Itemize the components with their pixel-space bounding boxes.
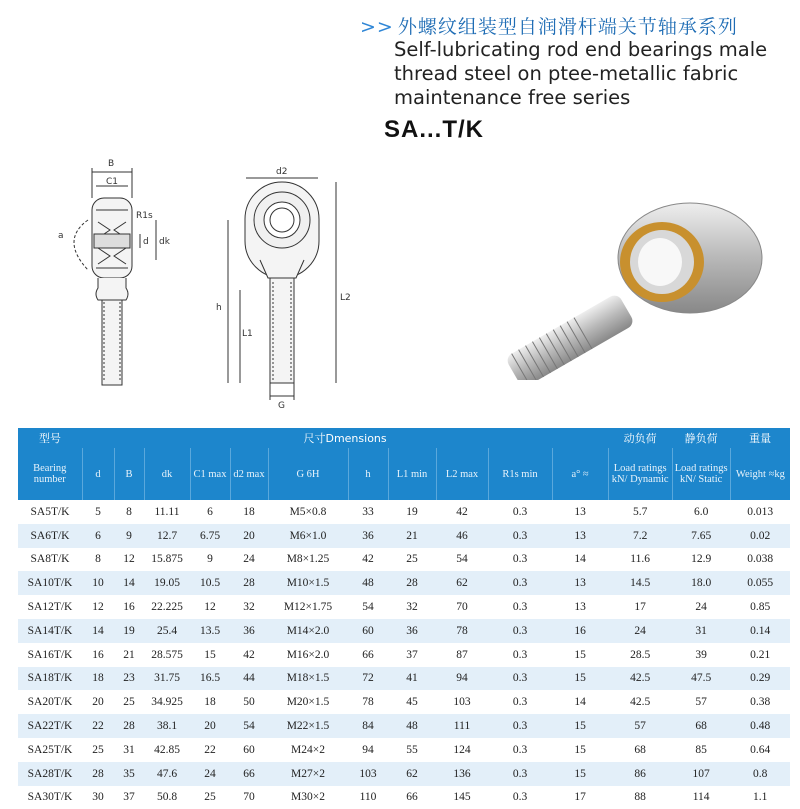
header-weight-cn: 重量 bbox=[730, 428, 790, 448]
table-cell: 11.11 bbox=[144, 500, 190, 524]
table-cell: 14 bbox=[114, 571, 144, 595]
table-cell: 31 bbox=[672, 619, 730, 643]
table-cell: 19 bbox=[388, 500, 436, 524]
table-cell: 42 bbox=[436, 500, 488, 524]
table-cell: 32 bbox=[388, 595, 436, 619]
table-cell: 60 bbox=[230, 738, 268, 762]
table-cell: 107 bbox=[672, 762, 730, 786]
table-cell: M18×1.5 bbox=[268, 667, 348, 691]
table-cell: M22×1.5 bbox=[268, 714, 348, 738]
table-cell: M14×2.0 bbox=[268, 619, 348, 643]
title-chinese-text: 外螺纹组装型自润滑杆端关节轴承系列 bbox=[397, 16, 738, 38]
table-cell: 114 bbox=[672, 786, 730, 809]
table-cell: 36 bbox=[230, 619, 268, 643]
table-row bbox=[18, 571, 790, 595]
table-cell: 30 bbox=[82, 786, 114, 809]
table-cell: 15 bbox=[552, 762, 608, 786]
table-cell: 0.48 bbox=[730, 714, 790, 738]
table-cell: 6 bbox=[82, 524, 114, 548]
table-cell: 18 bbox=[190, 690, 230, 714]
table-cell: 15 bbox=[190, 643, 230, 667]
table-cell: 48 bbox=[388, 714, 436, 738]
table-cell: 0.3 bbox=[488, 595, 552, 619]
table-cell: 12 bbox=[82, 595, 114, 619]
table-cell: 25.4 bbox=[144, 619, 190, 643]
table-cell: 24 bbox=[230, 548, 268, 572]
table-cell: 0.3 bbox=[488, 619, 552, 643]
table-cell: 14.5 bbox=[608, 571, 672, 595]
header-model-cn: 型号 bbox=[18, 428, 82, 448]
column-header: B bbox=[114, 448, 144, 500]
table-cell: 0.3 bbox=[488, 714, 552, 738]
table-cell: 37 bbox=[114, 786, 144, 809]
table-cell: 103 bbox=[436, 690, 488, 714]
table-cell: 19.05 bbox=[144, 571, 190, 595]
bearing-number-cell: SA28T/K bbox=[18, 762, 82, 786]
table-cell: 6 bbox=[190, 500, 230, 524]
table-cell: 47.6 bbox=[144, 762, 190, 786]
table-cell: 11.6 bbox=[608, 548, 672, 572]
table-cell: 18 bbox=[230, 500, 268, 524]
column-header: dk bbox=[144, 448, 190, 500]
table-cell: M5×0.8 bbox=[268, 500, 348, 524]
bearing-number-cell: SA5T/K bbox=[18, 500, 82, 524]
table-cell: 21 bbox=[388, 524, 436, 548]
table-cell: 23 bbox=[114, 667, 144, 691]
table-cell: 7.65 bbox=[672, 524, 730, 548]
table-cell: 45 bbox=[388, 690, 436, 714]
table-cell: 44 bbox=[230, 667, 268, 691]
column-header: R1s min bbox=[488, 448, 552, 500]
table-cell: 15 bbox=[552, 643, 608, 667]
double-chevron-icon: >> bbox=[360, 16, 394, 38]
table-cell: 28.575 bbox=[144, 643, 190, 667]
bearing-number-cell: SA30T/K bbox=[18, 786, 82, 809]
table-cell: 50 bbox=[230, 690, 268, 714]
table-cell: 7.2 bbox=[608, 524, 672, 548]
table-cell: 0.64 bbox=[730, 738, 790, 762]
table-cell: 25 bbox=[388, 548, 436, 572]
table-cell: 54 bbox=[348, 595, 388, 619]
table-cell: 46 bbox=[436, 524, 488, 548]
bearing-number-cell: SA25T/K bbox=[18, 738, 82, 762]
column-header: G 6H bbox=[268, 448, 348, 500]
table-cell: 15 bbox=[552, 667, 608, 691]
table-cell: 1.1 bbox=[730, 786, 790, 809]
table-cell: 0.3 bbox=[488, 643, 552, 667]
table-cell: 22 bbox=[190, 738, 230, 762]
title-chinese bbox=[360, 12, 738, 39]
table-cell: 18 bbox=[82, 667, 114, 691]
label-R1s: R1s bbox=[136, 211, 153, 221]
bearing-number-cell: SA12T/K bbox=[18, 595, 82, 619]
table-cell: 15 bbox=[552, 714, 608, 738]
column-header: L1 min bbox=[388, 448, 436, 500]
table-cell: M20×1.5 bbox=[268, 690, 348, 714]
column-header: Bearing number bbox=[18, 448, 82, 500]
table-cell: 124 bbox=[436, 738, 488, 762]
table-cell: 13 bbox=[552, 524, 608, 548]
column-header: d2 max bbox=[230, 448, 268, 500]
table-cell: 78 bbox=[436, 619, 488, 643]
table-cell: 13 bbox=[552, 595, 608, 619]
column-header: C1 max bbox=[190, 448, 230, 500]
table-cell: 0.3 bbox=[488, 500, 552, 524]
table-cell: 18.0 bbox=[672, 571, 730, 595]
table-cell: 111 bbox=[436, 714, 488, 738]
table-cell: 12.9 bbox=[672, 548, 730, 572]
table-cell: 10.5 bbox=[190, 571, 230, 595]
table-cell: 13.5 bbox=[190, 619, 230, 643]
table-cell: 145 bbox=[436, 786, 488, 809]
front-view-shank bbox=[270, 278, 294, 383]
label-G: G bbox=[278, 401, 285, 410]
table-cell: 85 bbox=[672, 738, 730, 762]
table-cell: 38.1 bbox=[144, 714, 190, 738]
table-cell: 0.02 bbox=[730, 524, 790, 548]
table-cell: 15 bbox=[552, 738, 608, 762]
table-cell: 50.8 bbox=[144, 786, 190, 809]
label-C1: C1 bbox=[106, 177, 119, 187]
table-cell: 94 bbox=[348, 738, 388, 762]
table-cell: M30×2 bbox=[268, 786, 348, 809]
table-row bbox=[18, 690, 790, 714]
specification-table bbox=[18, 428, 790, 809]
label-B: B bbox=[108, 159, 115, 169]
table-cell: 20 bbox=[230, 524, 268, 548]
bearing-number-cell: SA6T/K bbox=[18, 524, 82, 548]
bearing-number-cell: SA16T/K bbox=[18, 643, 82, 667]
table-cell: 22.225 bbox=[144, 595, 190, 619]
table-body bbox=[18, 500, 790, 809]
table-row bbox=[18, 643, 790, 667]
table-cell: 110 bbox=[348, 786, 388, 809]
table-cell: 60 bbox=[348, 619, 388, 643]
table-cell: 16.5 bbox=[190, 667, 230, 691]
table-cell: 70 bbox=[436, 595, 488, 619]
bearing-number-cell: SA22T/K bbox=[18, 714, 82, 738]
table-cell: 16 bbox=[552, 619, 608, 643]
table-cell: 0.8 bbox=[730, 762, 790, 786]
label-L2: L2 bbox=[340, 293, 351, 303]
table-cell: 8 bbox=[114, 500, 144, 524]
table-cell: 6.0 bbox=[672, 500, 730, 524]
label-L1: L1 bbox=[242, 329, 253, 339]
table-cell: 31.75 bbox=[144, 667, 190, 691]
table-cell: 57 bbox=[608, 714, 672, 738]
label-d2: d2 bbox=[276, 167, 288, 177]
table-cell: 13 bbox=[552, 571, 608, 595]
table-cell: 28 bbox=[114, 714, 144, 738]
table-cell: 13 bbox=[552, 500, 608, 524]
table-column-header bbox=[18, 448, 790, 500]
table-cell: M10×1.5 bbox=[268, 571, 348, 595]
column-header: Load ratings kN/ Static bbox=[672, 448, 730, 500]
table-cell: 0.3 bbox=[488, 786, 552, 809]
table-cell: M16×2.0 bbox=[268, 643, 348, 667]
table-cell: 0.85 bbox=[730, 595, 790, 619]
table-row bbox=[18, 762, 790, 786]
table-row bbox=[18, 548, 790, 572]
column-header: h bbox=[348, 448, 388, 500]
table-cell: 24 bbox=[672, 595, 730, 619]
column-header: Weight ≈kg bbox=[730, 448, 790, 500]
table-cell: 0.3 bbox=[488, 738, 552, 762]
table-cell: 0.14 bbox=[730, 619, 790, 643]
table-cell: 42.5 bbox=[608, 667, 672, 691]
table-cell: 62 bbox=[436, 571, 488, 595]
table-cell: 37 bbox=[388, 643, 436, 667]
table-cell: 12.7 bbox=[144, 524, 190, 548]
table-cell: 5.7 bbox=[608, 500, 672, 524]
table-cell: 21 bbox=[114, 643, 144, 667]
table-cell: 16 bbox=[82, 643, 114, 667]
table-cell: 36 bbox=[348, 524, 388, 548]
table-cell: 33 bbox=[348, 500, 388, 524]
table-cell: 28 bbox=[230, 571, 268, 595]
table-cell: 24 bbox=[608, 619, 672, 643]
product-photo bbox=[490, 200, 780, 380]
table-cell: 14 bbox=[552, 548, 608, 572]
table-cell: M12×1.75 bbox=[268, 595, 348, 619]
table-row bbox=[18, 714, 790, 738]
table-cell: 14 bbox=[82, 619, 114, 643]
table-cell: 16 bbox=[114, 595, 144, 619]
header-dimensions: 尺寸Dmensions bbox=[82, 428, 608, 448]
table-cell: 25 bbox=[190, 786, 230, 809]
table-cell: 0.29 bbox=[730, 667, 790, 691]
table-cell: 0.038 bbox=[730, 548, 790, 572]
table-cell: 14 bbox=[552, 690, 608, 714]
table-row bbox=[18, 619, 790, 643]
table-cell: M24×2 bbox=[268, 738, 348, 762]
table-cell: 0.3 bbox=[488, 548, 552, 572]
column-header: a° ≈ bbox=[552, 448, 608, 500]
table-cell: 17 bbox=[608, 595, 672, 619]
bearing-number-cell: SA14T/K bbox=[18, 619, 82, 643]
table-cell: 68 bbox=[672, 714, 730, 738]
table-cell: 9 bbox=[114, 524, 144, 548]
table-row bbox=[18, 500, 790, 524]
table-cell: 20 bbox=[82, 690, 114, 714]
table-cell: 0.3 bbox=[488, 667, 552, 691]
series-code: SA...T/K bbox=[384, 116, 485, 143]
table-cell: 136 bbox=[436, 762, 488, 786]
label-h: h bbox=[216, 303, 222, 313]
bearing-number-cell: SA20T/K bbox=[18, 690, 82, 714]
table-cell: 35 bbox=[114, 762, 144, 786]
title-english: Self-lubricating rod end bearings male thread steel on ptee-metallic fabric maintenance free series bbox=[394, 38, 768, 109]
table-cell: 0.21 bbox=[730, 643, 790, 667]
table-cell: 25 bbox=[82, 738, 114, 762]
table-cell: 48 bbox=[348, 571, 388, 595]
table-cell: 55 bbox=[388, 738, 436, 762]
table-cell: 0.3 bbox=[488, 762, 552, 786]
table-cell: 19 bbox=[114, 619, 144, 643]
label-dk: dk bbox=[159, 237, 170, 247]
bearing-number-cell: SA8T/K bbox=[18, 548, 82, 572]
table-cell: 0.38 bbox=[730, 690, 790, 714]
table-cell: 15.875 bbox=[144, 548, 190, 572]
column-header: Load ratings kN/ Dynamic bbox=[608, 448, 672, 500]
table-cell: 6.75 bbox=[190, 524, 230, 548]
table-cell: 12 bbox=[114, 548, 144, 572]
table-cell: 62 bbox=[388, 762, 436, 786]
column-header: d bbox=[82, 448, 114, 500]
table-cell: 0.055 bbox=[730, 571, 790, 595]
table-cell: 39 bbox=[672, 643, 730, 667]
table-cell: 22 bbox=[82, 714, 114, 738]
table-cell: 72 bbox=[348, 667, 388, 691]
table-cell: 20 bbox=[190, 714, 230, 738]
table-row bbox=[18, 595, 790, 619]
table-cell: 42.85 bbox=[144, 738, 190, 762]
technical-drawing bbox=[40, 150, 370, 410]
table-cell: 28.5 bbox=[608, 643, 672, 667]
label-d: d bbox=[143, 237, 149, 247]
table-cell: 28 bbox=[388, 571, 436, 595]
table-row bbox=[18, 667, 790, 691]
table-cell: 34.925 bbox=[144, 690, 190, 714]
table-cell: 36 bbox=[388, 619, 436, 643]
table-cell: 47.5 bbox=[672, 667, 730, 691]
table-cell: 57 bbox=[672, 690, 730, 714]
table-cell: 8 bbox=[82, 548, 114, 572]
table-cell: 94 bbox=[436, 667, 488, 691]
table-cell: 28 bbox=[82, 762, 114, 786]
header-static-cn: 静负荷 bbox=[672, 428, 730, 448]
table-cell: 0.3 bbox=[488, 524, 552, 548]
table-cell: 54 bbox=[436, 548, 488, 572]
table-cell: 70 bbox=[230, 786, 268, 809]
side-view-shank bbox=[102, 300, 122, 385]
table-cell: 42.5 bbox=[608, 690, 672, 714]
header-dynamic-cn: 动负荷 bbox=[608, 428, 672, 448]
table-cell: 17 bbox=[552, 786, 608, 809]
table-cell: 5 bbox=[82, 500, 114, 524]
table-cell: 42 bbox=[348, 548, 388, 572]
table-cell: 68 bbox=[608, 738, 672, 762]
table-cell: 0.3 bbox=[488, 690, 552, 714]
table-cell: 66 bbox=[348, 643, 388, 667]
table-cell: 84 bbox=[348, 714, 388, 738]
table-cell: 0.013 bbox=[730, 500, 790, 524]
table-cell: 88 bbox=[608, 786, 672, 809]
table-cell: M27×2 bbox=[268, 762, 348, 786]
table-cell: 86 bbox=[608, 762, 672, 786]
column-header: L2 max bbox=[436, 448, 488, 500]
table-cell: 25 bbox=[114, 690, 144, 714]
table-cell: 10 bbox=[82, 571, 114, 595]
table-cell: 24 bbox=[190, 762, 230, 786]
table-cell: 87 bbox=[436, 643, 488, 667]
table-row bbox=[18, 738, 790, 762]
table-cell: 9 bbox=[190, 548, 230, 572]
table-cell: M8×1.25 bbox=[268, 548, 348, 572]
table-cell: 41 bbox=[388, 667, 436, 691]
label-a: a bbox=[58, 231, 64, 241]
table-cell: 31 bbox=[114, 738, 144, 762]
table-cell: 32 bbox=[230, 595, 268, 619]
table-row bbox=[18, 524, 790, 548]
table-cell: 78 bbox=[348, 690, 388, 714]
table-cell: 54 bbox=[230, 714, 268, 738]
bearing-number-cell: SA18T/K bbox=[18, 667, 82, 691]
table-cell: 0.3 bbox=[488, 571, 552, 595]
table-cell: 66 bbox=[230, 762, 268, 786]
table-cell: 103 bbox=[348, 762, 388, 786]
table-row bbox=[18, 786, 790, 809]
table-group-header bbox=[18, 428, 790, 448]
table-cell: 66 bbox=[388, 786, 436, 809]
table-cell: M6×1.0 bbox=[268, 524, 348, 548]
table-cell: 42 bbox=[230, 643, 268, 667]
bearing-number-cell: SA10T/K bbox=[18, 571, 82, 595]
table-cell: 12 bbox=[190, 595, 230, 619]
